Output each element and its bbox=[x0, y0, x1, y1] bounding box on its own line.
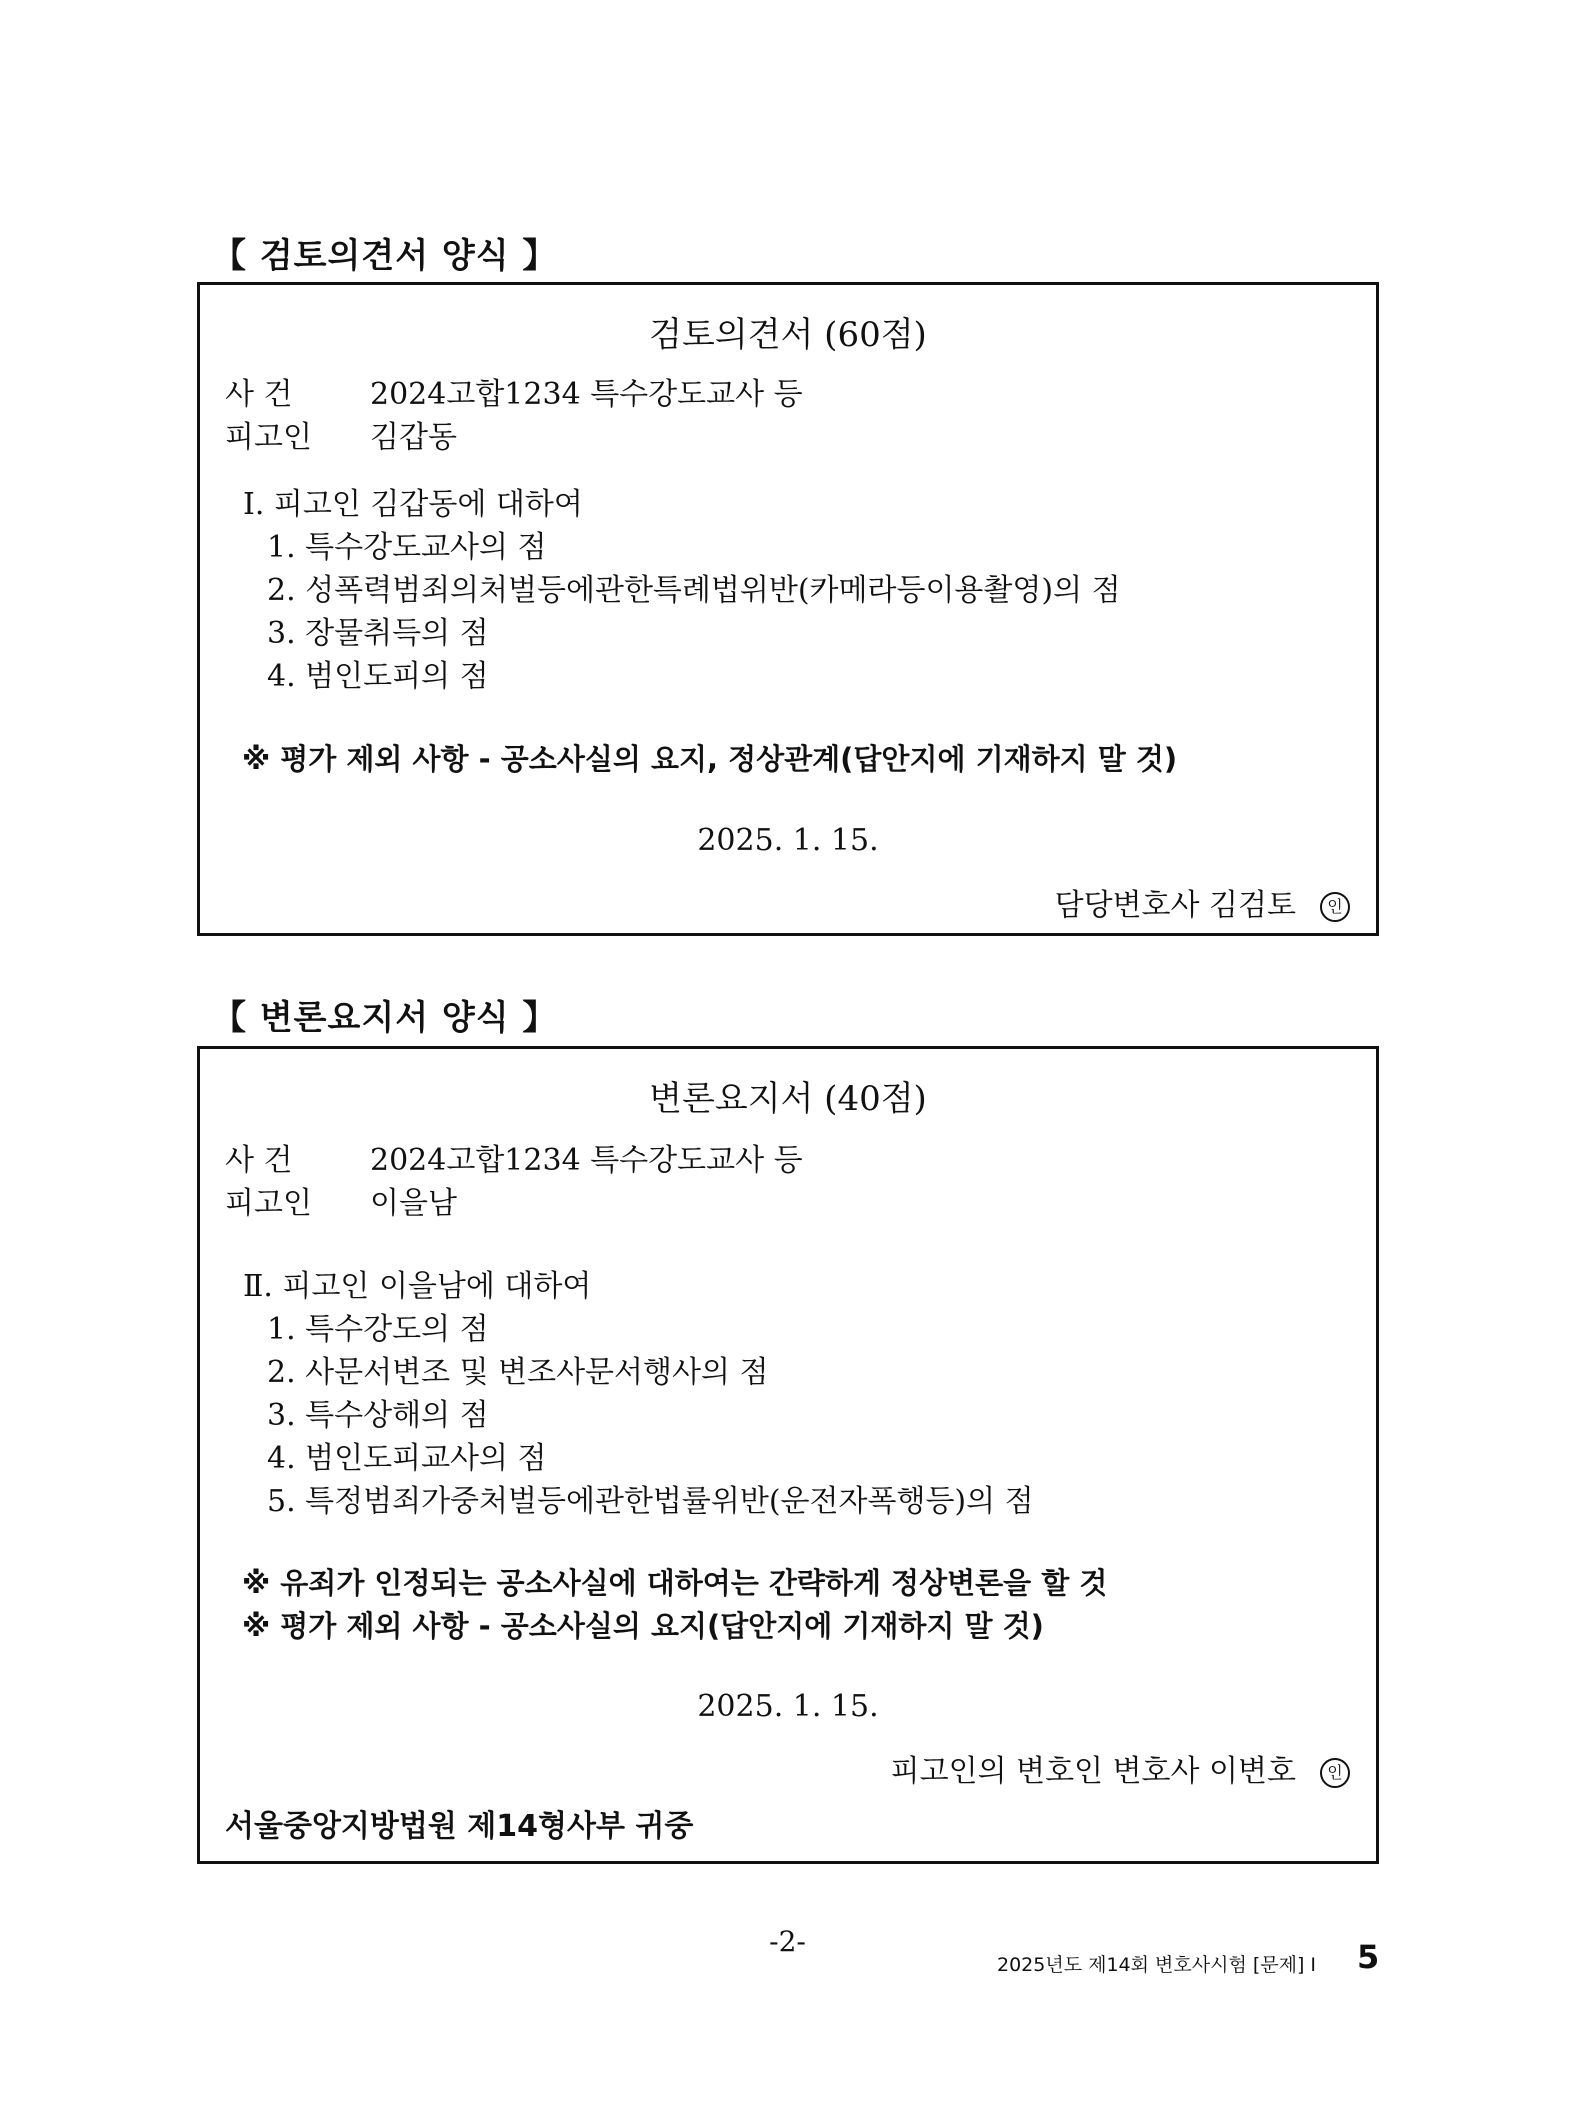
argument-title: 변론요지서 (40점) bbox=[649, 1079, 927, 1119]
argument-signature bbox=[891, 1746, 1350, 1790]
case-key: 사 건 bbox=[225, 1143, 293, 1178]
defendant-key: 피고인 bbox=[225, 1186, 312, 1221]
review-item-4: 4. 범인도피의 점 bbox=[267, 659, 489, 694]
argument-form-label: 【 변론요지서 양식 】 bbox=[212, 998, 558, 1038]
review-opinion-box bbox=[197, 282, 1379, 936]
argument-heading: Ⅱ. 피고인 이을남에 대하여 bbox=[243, 1269, 592, 1304]
argument-signer: 피고인의 변호인 변호사 이변호 bbox=[890, 1754, 1296, 1789]
review-title: 검토의견서 (60점) bbox=[649, 315, 927, 355]
exam-title: 2025년도 제14회 변호사시험 [문제] Ⅰ bbox=[997, 1954, 1317, 1976]
review-item-3: 3. 장물취득의 점 bbox=[267, 616, 489, 651]
argument-item-4: 4. 범인도피교사의 점 bbox=[267, 1441, 547, 1476]
review-exclusion-note: ※ 평가 제외 사항 - 공소사실의 요지, 정상관계(답안지에 기재하지 말 것) bbox=[242, 742, 1178, 776]
case-key: 사 건 bbox=[225, 377, 293, 412]
case-value: 2024고합1234 특수강도교사 등 bbox=[370, 1143, 803, 1178]
argument-summary-box bbox=[197, 1046, 1379, 1864]
review-item-1: 1. 특수강도교사의 점 bbox=[267, 530, 547, 565]
defendant-value: 김갑동 bbox=[370, 420, 457, 455]
argument-item-1: 1. 특수강도의 점 bbox=[267, 1312, 489, 1347]
argument-item-5: 5. 특정범죄가중처벌등에관한법률위반(운전자폭행등)의 점 bbox=[267, 1484, 1034, 1519]
argument-item-2: 2. 사문서변조 및 변조사문서행사의 점 bbox=[267, 1355, 769, 1390]
court-addressee: 서울중앙지방법원 제14형사부 귀중 bbox=[225, 1809, 694, 1844]
page-number: -2- bbox=[769, 1925, 806, 1958]
review-heading: Ⅰ. 피고인 김갑동에 대하여 bbox=[243, 487, 583, 522]
argument-note-2: ※ 평가 제외 사항 - 공소사실의 요지(답안지에 기재하지 말 것) bbox=[242, 1609, 1044, 1643]
argument-date: 2025. 1. 15. bbox=[697, 1689, 879, 1724]
argument-item-3: 3. 특수상해의 점 bbox=[267, 1398, 489, 1433]
defendant-value: 이을남 bbox=[370, 1186, 457, 1221]
review-date: 2025. 1. 15. bbox=[697, 823, 879, 858]
defendant-key: 피고인 bbox=[225, 420, 312, 455]
review-signature bbox=[1055, 880, 1350, 924]
review-signer: 담당변호사 김검토 bbox=[1054, 888, 1296, 923]
argument-note-1: ※ 유죄가 인정되는 공소사실에 대하여는 간략하게 정상변론을 할 것 bbox=[242, 1566, 1108, 1600]
seal-icon: 인 bbox=[1320, 892, 1350, 922]
seal-icon: 인 bbox=[1320, 1758, 1350, 1788]
review-item-2: 2. 성폭력범죄의처벌등에관한특례법위반(카메라등이용촬영)의 점 bbox=[267, 573, 1121, 608]
case-value: 2024고합1234 특수강도교사 등 bbox=[370, 377, 803, 412]
booklet-page: 5 bbox=[1357, 1938, 1380, 1976]
review-form-label: 【 검토의견서 양식 】 bbox=[212, 236, 558, 276]
